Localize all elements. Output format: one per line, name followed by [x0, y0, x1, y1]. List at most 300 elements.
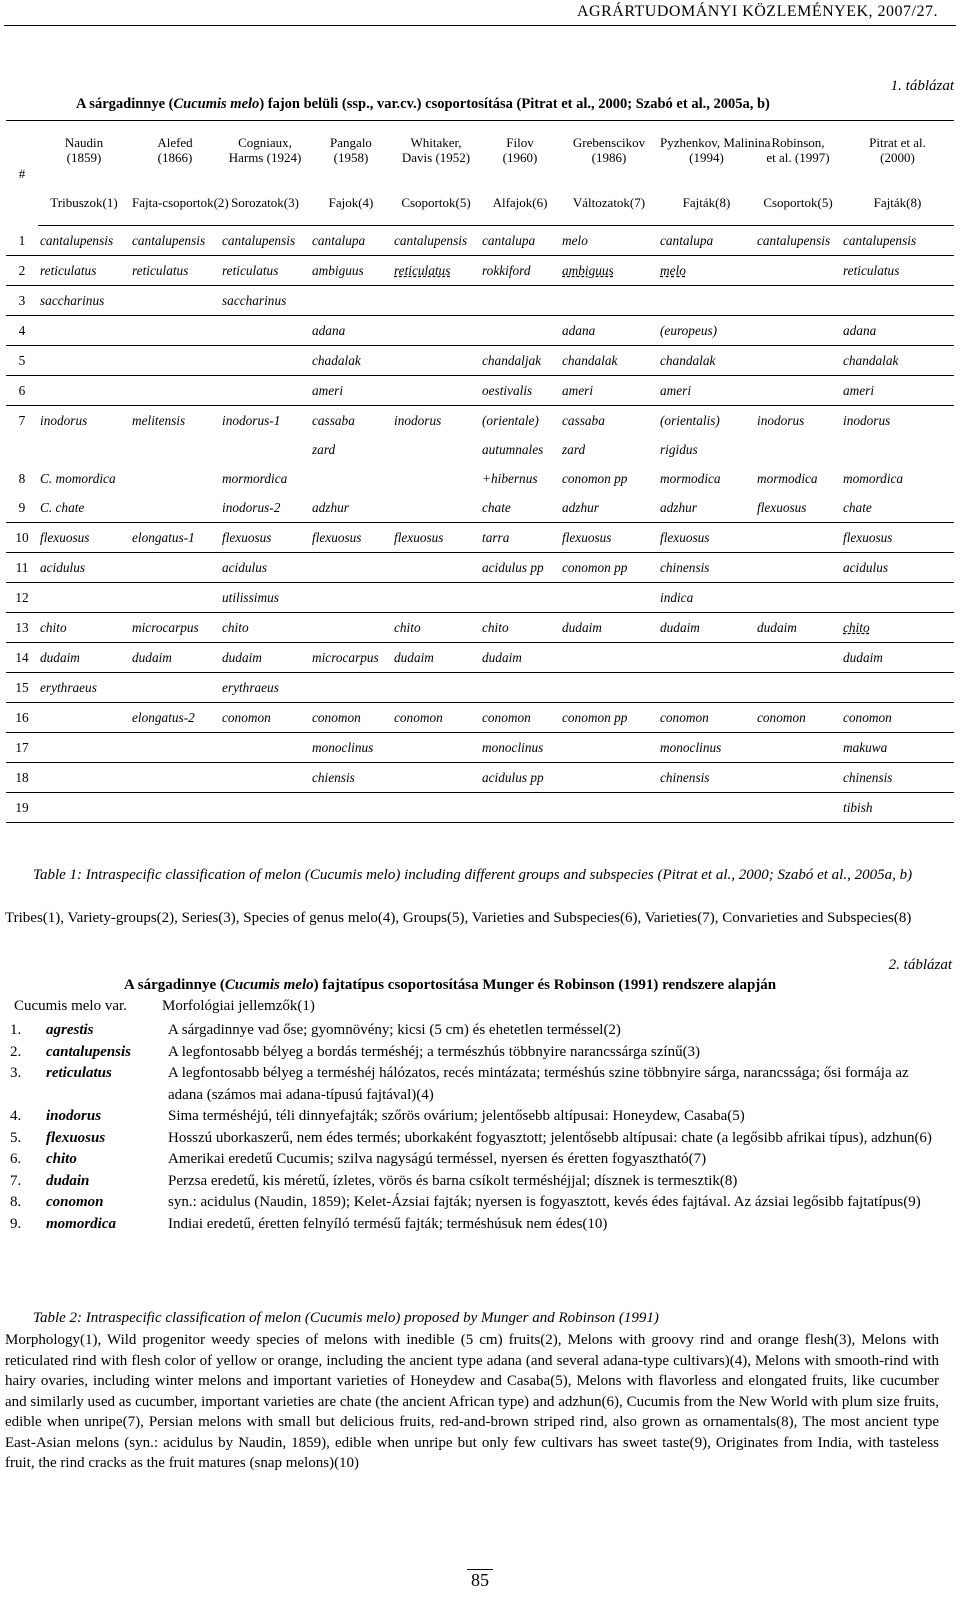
table2-row [6, 1042, 936, 1064]
table-row [6, 435, 954, 464]
table-cell [130, 553, 220, 583]
table2-row-variety: momordica [46, 1215, 116, 1232]
table-cell: C. chate [38, 493, 130, 523]
table-cell: chito [841, 613, 954, 643]
table2-row-variety: reticulatus [46, 1065, 112, 1081]
table-cell [130, 673, 220, 703]
row-number: 2 [6, 256, 38, 286]
table-cell [841, 673, 954, 703]
table-cell [755, 523, 841, 553]
table2-row-variety: agrestis [46, 1022, 94, 1038]
table-cell [130, 435, 220, 464]
author-cell [38, 121, 130, 180]
table-cell: adana [310, 316, 392, 346]
table-row [6, 376, 954, 406]
author-year: (2000) [880, 150, 915, 165]
table-row [6, 673, 954, 703]
table-cell [480, 286, 560, 316]
rank-cell: Fajták(8) [658, 179, 755, 226]
table-cell [392, 763, 480, 793]
author-name: Pangalo [330, 135, 372, 150]
table-cell [392, 673, 480, 703]
table2-caption-species: Cucumis melo [224, 977, 314, 993]
author-year: et al. (1997) [766, 150, 830, 165]
table-cell: inodorus-1 [222, 413, 281, 428]
table-cell: tarra [480, 523, 560, 553]
table-cell: ambiguus [560, 256, 658, 286]
table-cell: reticulatus [220, 256, 310, 286]
table-cell [755, 256, 841, 286]
table-cell: conomon pp [560, 703, 658, 733]
row-number: 19 [6, 793, 38, 823]
table-cell: autumnales [482, 442, 544, 457]
table-cell [130, 464, 220, 493]
table-cell [392, 346, 480, 376]
table-cell: reticulatus [841, 256, 954, 286]
table-row [6, 613, 954, 643]
table-row [6, 406, 954, 436]
table-cell: chate [480, 493, 560, 523]
table-cell [560, 793, 658, 823]
table-cell: utilissimus [220, 583, 310, 613]
author-name: Robinson, [771, 135, 825, 150]
classification-table [6, 120, 954, 823]
table-cell: conomon [220, 703, 310, 733]
table-cell: microcarpus [130, 613, 220, 643]
table-cell [310, 673, 392, 703]
author-cell [755, 121, 841, 180]
table-cell: elongatus-1 [130, 523, 220, 553]
table-cell: adana [841, 316, 954, 346]
table-cell: conomon [392, 703, 480, 733]
table-cell [130, 793, 220, 823]
table2-row [6, 1214, 936, 1236]
rank-cell: Fajta-csoportok(2) [130, 179, 220, 226]
table-cell: cantalupensis [38, 226, 130, 256]
table-cell [220, 435, 310, 464]
table-cell: conomon pp [560, 553, 658, 583]
table2-row-number: 3. [10, 1065, 22, 1081]
table-cell: mormodica [757, 471, 818, 486]
table-cell: inodorus [40, 413, 88, 428]
table-cell: dudaim [220, 643, 310, 673]
table-cell: C. momordica [40, 471, 116, 486]
table-cell [220, 346, 310, 376]
author-year: (1994) [689, 150, 724, 165]
table-cell: acidulus [841, 553, 954, 583]
table-cell: monoclinus [480, 733, 560, 763]
table-cell [755, 286, 841, 316]
table-cell: (europeus) [658, 316, 755, 346]
table-cell [560, 733, 658, 763]
author-year: (1958) [333, 150, 369, 165]
table-cell [755, 553, 841, 583]
table-cell: conomon [310, 703, 392, 733]
table-cell: chito [220, 613, 310, 643]
row-number: 11 [6, 553, 38, 583]
table-row [6, 226, 954, 256]
author-name: Pitrat et al. [869, 135, 926, 150]
table-cell: flexuosus [658, 523, 755, 553]
table-cell: chinensis [658, 763, 755, 793]
table-cell: (orientalis) [660, 413, 720, 428]
table-cell [755, 673, 841, 703]
table-cell: cantalupensis [755, 226, 841, 256]
table-cell: erythraeus [220, 673, 310, 703]
author-name: Grebenscikov [572, 135, 646, 150]
table-cell [130, 286, 220, 316]
rank-cell: Fajok(4) [310, 179, 392, 226]
table-cell: conomon [480, 703, 560, 733]
table1-caption-post: ) fajon belüli (ssp., var.cv.) csoportosítása (Pitrat et al., 2000; Szabó et al., 2005a, b) [259, 96, 770, 112]
row-number: 12 [6, 583, 38, 613]
table-cell: flexuosus [841, 523, 954, 553]
table1-caption-species: Cucumis melo [173, 96, 260, 112]
table-cell: zard [562, 442, 586, 457]
table2-row-description: Sima terméshéjú, téli dinnyefajták; szőrös ovárium; jelentősebb altípusai: Honeydew, Casaba(5) [168, 1108, 745, 1124]
table-cell: flexuosus [755, 493, 841, 523]
table-cell [480, 673, 560, 703]
table-cell [560, 286, 658, 316]
rank-cell: Változatok(7) [560, 179, 658, 226]
table-cell [310, 613, 392, 643]
table-cell: zard [312, 442, 336, 457]
header-row-ranks [6, 179, 954, 226]
table2-row-number: 8. [10, 1194, 22, 1210]
table-cell: cassaba [312, 413, 355, 428]
table-cell [220, 376, 310, 406]
table2-caption [124, 977, 776, 994]
row-number: 4 [6, 316, 38, 346]
table-row [6, 493, 954, 523]
table-cell: adzhur [658, 493, 755, 523]
row-number: 15 [6, 673, 38, 703]
author-cell [130, 121, 220, 180]
table-cell: chito [38, 613, 130, 643]
author-name: Cogniaux, [238, 135, 292, 150]
table-cell: monoclinus [658, 733, 755, 763]
table-cell [392, 733, 480, 763]
page-number [0, 1570, 960, 1591]
table2-row-number: 1. [10, 1022, 22, 1038]
table-cell [392, 553, 480, 583]
table2-row-variety: chito [46, 1151, 77, 1167]
table-cell: chate [841, 493, 954, 523]
table-cell: chandalak [658, 346, 755, 376]
table2-row [6, 1192, 936, 1214]
table-cell [560, 643, 658, 673]
table-cell [480, 793, 560, 823]
table2-row-number: 7. [10, 1172, 22, 1189]
row-number: 17 [6, 733, 38, 763]
table-cell: conomon [658, 703, 755, 733]
table2-row [6, 1171, 936, 1193]
row-number [6, 435, 38, 464]
table-cell [392, 286, 480, 316]
table2-row [6, 1128, 936, 1150]
author-cell [841, 121, 954, 180]
table-cell [480, 316, 560, 346]
table-cell: chinensis [658, 553, 755, 583]
table-cell: conomon [755, 703, 841, 733]
table-cell: elongatus-2 [130, 703, 220, 733]
table-cell: dudaim [841, 643, 954, 673]
table-cell [658, 643, 755, 673]
table-row [6, 523, 954, 553]
table-cell [220, 793, 310, 823]
table-cell: (orientale) [482, 413, 539, 428]
table-cell [755, 376, 841, 406]
table2-row-variety: conomon [46, 1194, 104, 1210]
table2-row-description: Amerikai eredetű Cucumis; szilva nagyságú terméssel, nyersen és éretten fogyasztható(7) [168, 1151, 707, 1167]
author-year: (1960) [502, 150, 538, 165]
table2-row-description: A sárgadinnye vad őse; gyomnövény; kicsi (5 cm) és ehetetlen terméssel(2) [168, 1022, 621, 1038]
author-cell [480, 121, 560, 180]
table-cell: saccharinus [220, 286, 310, 316]
table-cell [392, 464, 480, 493]
table-cell: monoclinus [310, 733, 392, 763]
table-cell: dudaim [658, 613, 755, 643]
table-cell [38, 376, 130, 406]
table2-row-variety: dudain [46, 1172, 90, 1189]
table-cell: reticulatus [392, 256, 480, 286]
table-cell [220, 733, 310, 763]
table-row [6, 553, 954, 583]
table2-row-number: 9. [10, 1215, 22, 1232]
author-year: (1866) [157, 150, 193, 165]
table-cell [755, 793, 841, 823]
table-cell: conomon pp [562, 471, 628, 486]
table-cell: tibish [841, 793, 954, 823]
table2-row-number: 5. [10, 1129, 22, 1146]
table-cell [130, 733, 220, 763]
table-cell: makuwa [841, 733, 954, 763]
header-rule [4, 25, 956, 26]
table-cell: rigidus [660, 442, 698, 457]
table2-col1: Cucumis melo var. [14, 998, 127, 1014]
table-cell: ameri [841, 376, 954, 406]
table-row [6, 793, 954, 823]
table-cell [392, 493, 480, 523]
table-row [6, 256, 954, 286]
author-cell [658, 121, 771, 180]
table-cell [755, 435, 841, 464]
table-cell [310, 553, 392, 583]
table-cell [130, 763, 220, 793]
table2-row-description: A legfontosabb bélyeg a terméshéj hálózatos, recés mintázata; terméshús szine többnyire sárga, narancssága; ősi formája az adana (számos mai adana-típusú fajtával)(4) [168, 1065, 909, 1103]
table-cell [392, 376, 480, 406]
table-cell: inodorus [757, 413, 805, 428]
table-cell [310, 583, 392, 613]
table-cell: ambiguus [310, 256, 392, 286]
row-number: 13 [6, 613, 38, 643]
table-cell: flexuosus [392, 523, 480, 553]
row-number: 18 [6, 763, 38, 793]
table2-row-description: Hosszú uborkaszerű, nem édes termés; uborkaként fogyasztott; jelentősebb altípusai: chate (a legősibb afrikai típus), adzhun(6) [168, 1129, 932, 1146]
table-cell [130, 376, 220, 406]
row-number: 16 [6, 703, 38, 733]
table-cell: flexuosus [560, 523, 658, 553]
table-cell: melitensis [132, 413, 186, 428]
table2-rows [6, 1020, 936, 1235]
table2-caption-en: Table 2: Intraspecific classification of melon (Cucumis melo) proposed by Munger and Robinson (1991) [33, 1310, 659, 1326]
table2-keys-en: Morphology(1), Wild progenitor weedy species of melons with inedible (5 cm) fruits(2), Melons with groovy rind and orange flesh(3), Melons with reticulated rind with flesh color of yellow or orange, including the ancient type adana (and several adana-type cultivars)(4), Melons with smooth-rind with hairy ovaries, including winter melons and important varieties of Honeydew and Casaba(5), Melons with flavorless and elongated fruits, like cucumber and similarly used as cucumber, important varieties are chate (the ancient African type) and adzhun(6), Cucumis from the New World with plum size fruits, edible when unripe(7), Persian melons with small but delicious fruits, red-and-brown striped rind, also grown as ornamentals(8), The most ancient type East-Asian melons (syn.: acidulus by Naudin, 1859), edible when unripe but only few cultivars has sweet taste(9), Originates from India, with tasteless fruit, the rind cracks as the fruit matures (snap melons)(10) [5, 1332, 939, 1471]
rank-cell: Alfajok(6) [480, 179, 560, 226]
table-row [6, 763, 954, 793]
table-cell: cantalupensis [841, 226, 954, 256]
table1-label: 1. táblázat [890, 78, 954, 94]
table-row [6, 583, 954, 613]
table-cell [841, 286, 954, 316]
table2-row [6, 1106, 936, 1128]
table-cell [755, 583, 841, 613]
table-row [6, 703, 954, 733]
header-row-authors [6, 121, 954, 180]
row-number: 1 [6, 226, 38, 256]
table-cell: momordica [843, 471, 904, 486]
table-cell: dudaim [755, 613, 841, 643]
table-cell [560, 583, 658, 613]
author-year: (1986) [591, 150, 627, 165]
table-cell [38, 703, 130, 733]
table2-row-variety: cantalupensis [46, 1043, 132, 1060]
table-row [6, 464, 954, 493]
table-cell: adana [560, 316, 658, 346]
table-cell: inodorus [843, 413, 891, 428]
table-cell: chito [480, 613, 560, 643]
table-cell: cantalupa [480, 226, 560, 256]
author-cell [392, 121, 480, 180]
table1-caption [76, 96, 770, 113]
table-cell: chadalak [310, 346, 392, 376]
table-cell [480, 583, 560, 613]
table-cell [755, 733, 841, 763]
table-cell: dudaim [130, 643, 220, 673]
table-cell [310, 464, 392, 493]
table-cell: chandalak [560, 346, 658, 376]
table-row [6, 733, 954, 763]
table-cell: mormodica [660, 471, 721, 486]
rank-cell: Tribuszok(1) [38, 179, 130, 226]
row-number: 8 [18, 471, 26, 486]
table-cell: inodorus-2 [220, 493, 310, 523]
table-cell: cassaba [562, 413, 605, 428]
author-name: Naudin [64, 135, 104, 150]
table-cell [392, 583, 480, 613]
table2-row-number: 2. [10, 1043, 22, 1060]
table-row [6, 643, 954, 673]
table-cell [310, 793, 392, 823]
table-cell [38, 793, 130, 823]
table-cell: flexuosus [38, 523, 130, 553]
table2-row-variety: inodorus [46, 1108, 102, 1124]
row-number: 7 [18, 413, 26, 428]
rank-cell: Csoportok(5) [392, 179, 480, 226]
row-number: 9 [6, 493, 38, 523]
table-cell: acidulus pp [480, 763, 560, 793]
table-row [6, 346, 954, 376]
table-cell [392, 793, 480, 823]
table-cell [560, 763, 658, 793]
table-cell: dudaim [38, 643, 130, 673]
table-cell [392, 435, 480, 464]
table-cell [38, 316, 130, 346]
table2-label: 2. táblázat [888, 957, 952, 973]
row-number: 3 [6, 286, 38, 316]
table-cell: dudaim [560, 613, 658, 643]
author-cell [560, 121, 658, 180]
table-cell: cantalupa [658, 226, 755, 256]
table-cell [38, 763, 130, 793]
table2-caption-post: ) fajtatípus csoportosítása Munger és Robinson (1991) rendszere alapján [313, 977, 777, 993]
table-cell: chandaljak [480, 346, 560, 376]
rank-cell: Sorozatok(3) [220, 179, 310, 226]
table2-row-description: Perzsa eredetű, kis méretű, ízletes, vörös és barna csíkolt terméshéjjal; dísznek is termesztik(8) [168, 1172, 738, 1189]
author-name: Filov [506, 135, 534, 150]
table-cell: +hibernus [482, 471, 538, 486]
table-cell: reticulatus [130, 256, 220, 286]
table-cell: reticulatus [38, 256, 130, 286]
table-cell [755, 316, 841, 346]
author-name: Alefed [157, 135, 193, 150]
row-number: 14 [6, 643, 38, 673]
table-cell [560, 673, 658, 703]
hash-cell: # [18, 165, 26, 181]
table1-caption-en: Table 1: Intraspecific classification of melon (Cucumis melo) including different groups and subspecies (Pitrat et al., 2000; Szabó et al., 2005a, b) [33, 867, 913, 883]
table2-row-number: 4. [10, 1108, 22, 1124]
table-cell [755, 346, 841, 376]
table2-row-number: 6. [10, 1151, 22, 1167]
table2-caption-pre: A sárgadinnye ( [124, 977, 225, 993]
table2-row-description: Indiai eredetű, éretten felnyíló termésű fajták; terméshúsuk nem édes(10) [168, 1215, 608, 1232]
author-cell [220, 121, 310, 180]
author-cell [310, 121, 392, 180]
table-cell: oestivalis [480, 376, 560, 406]
table-cell: dudaim [392, 643, 480, 673]
table-cell [130, 583, 220, 613]
table2-row [6, 1149, 936, 1171]
table-cell: dudaim [480, 643, 560, 673]
table-cell: cantalupensis [220, 226, 310, 256]
table-cell [130, 346, 220, 376]
table-cell: flexuosus [220, 523, 310, 553]
table-cell: inodorus [394, 413, 442, 428]
table-cell: microcarpus [310, 643, 392, 673]
table-cell [38, 733, 130, 763]
author-year: (1859) [66, 150, 102, 165]
author-year: Davis (1952) [401, 150, 471, 165]
table-cell [658, 286, 755, 316]
table-cell [38, 346, 130, 376]
table-cell: erythraeus [38, 673, 130, 703]
table-cell: chiensis [310, 763, 392, 793]
table-cell [841, 435, 954, 464]
table-row [6, 316, 954, 346]
table-cell [392, 316, 480, 346]
table-cell: ameri [658, 376, 755, 406]
table2-row [6, 1063, 936, 1106]
table-cell [658, 793, 755, 823]
table-cell [755, 643, 841, 673]
table-cell: adzhur [310, 493, 392, 523]
table-cell [38, 583, 130, 613]
table2-row [6, 1020, 936, 1042]
table2-row-variety: flexuosus [46, 1129, 106, 1146]
table-cell: melo [560, 226, 658, 256]
table-cell [658, 673, 755, 703]
rank-cell: Fajták(8) [841, 179, 954, 226]
row-number: 10 [6, 523, 38, 553]
